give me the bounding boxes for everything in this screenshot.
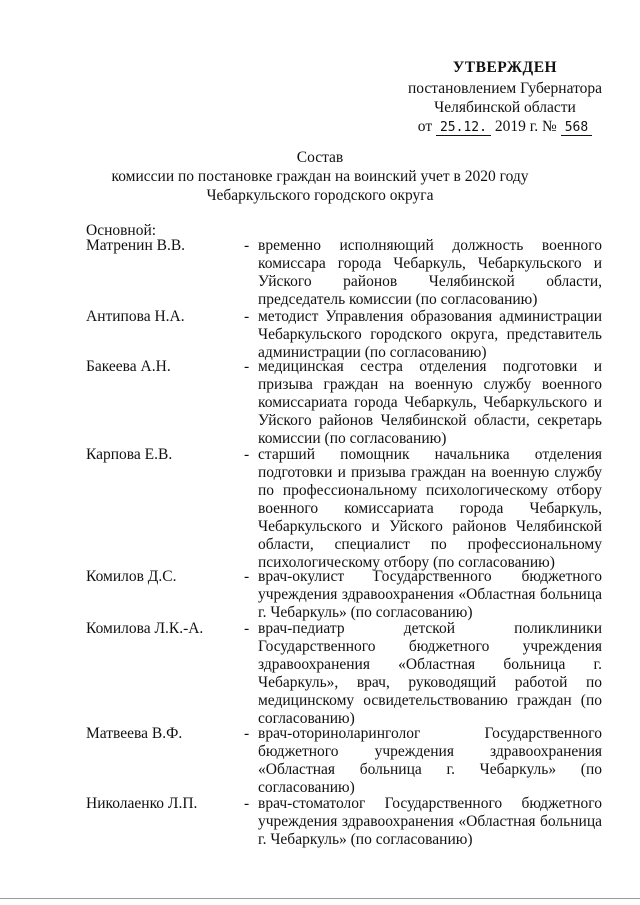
member-name: Матренин В.В. <box>86 237 186 254</box>
date-prefix: от <box>417 118 433 135</box>
member-name: Комилов Д.С. <box>86 568 177 585</box>
member-dash: - <box>244 568 250 585</box>
member-name: Антипова Н.А. <box>86 308 185 325</box>
approval-block <box>400 58 610 136</box>
member-name: Николаенко Л.П. <box>86 795 198 812</box>
member-name: Бакеева А.Н. <box>86 358 171 375</box>
member-dash: - <box>244 237 250 254</box>
member-dash: - <box>244 795 250 812</box>
member-dash: - <box>244 620 250 637</box>
date-value: 25.12. <box>436 121 491 136</box>
member-role: врач-стоматолог Государственного бюджетного учреждения здравоохранения «Областная больница г. Чебаркуль» (по согласованию) <box>258 795 602 848</box>
date-year: 2019 г. № <box>494 118 557 135</box>
title-line-2: комиссии по постановке граждан на воинский учет в 2020 году <box>111 168 529 185</box>
member-role: методист Управления образования администрации Чебаркульского городского округа, представитель администрации (по согласованию) <box>258 308 602 361</box>
approval-line-2: Челябинской области <box>434 99 576 116</box>
section-label: Основной: <box>86 222 157 239</box>
member-dash: - <box>244 446 250 463</box>
member-role: старший помощник начальника отделения подготовки и призыва граждан на военную службу по профессиональному психологическому отбору военного комиссариата города Чебаркуль, Чебаркульского и Уйского районов Челябинской области, специалист по профессиональному психологическому отбору (по согласованию) <box>258 446 602 571</box>
member-role: временно исполняющий должность военного комиссара города Чебаркуль, Чебаркульского и Уйского районов Челябинской области, председатель комиссии (по согласованию) <box>258 237 602 308</box>
member-dash: - <box>244 308 250 325</box>
approval-line-1: постановлением Губернатора <box>407 80 603 97</box>
member-dash: - <box>244 358 250 375</box>
member-dash: - <box>244 725 250 742</box>
approval-heading: УТВЕРЖДЕН <box>452 59 558 76</box>
member-name: Комилова Л.К.-А. <box>86 620 204 637</box>
member-role: врач-педиатр детской поликлиники Государственного бюджетного учреждения здравоохранения «Областная больница г. Чебаркуль», врач, руководящий работой по медицинскому освидетельствованию граждан (по согласованию) <box>258 620 602 727</box>
member-role: врач-окулист Государственного бюджетного учреждения здравоохранения «Областная больница г. Чебаркуль» (по согласованию) <box>258 568 602 621</box>
document-title <box>0 148 640 205</box>
member-role: врач-оториноларинголог Государственного бюджетного учреждения здравоохранения «Областная больница г. Чебаркуль» (по согласованию) <box>258 725 602 796</box>
title-line-3: Чебаркульского городского округа <box>206 187 434 204</box>
approval-date-line <box>400 117 610 136</box>
member-name: Матвеева В.Ф. <box>86 725 183 742</box>
decree-number: 568 <box>561 121 592 136</box>
member-role: медицинская сестра отделения подготовки и призыва граждан на военную службу военного комиссариата города Чебаркуль, Чебаркульского и Уйского районов Челябинской области, секретарь комиссии (по согласованию) <box>258 358 602 447</box>
page-bottom-rule <box>0 898 640 899</box>
title-line-1: Состав <box>296 149 344 166</box>
member-name: Карпова Е.В. <box>86 446 173 463</box>
